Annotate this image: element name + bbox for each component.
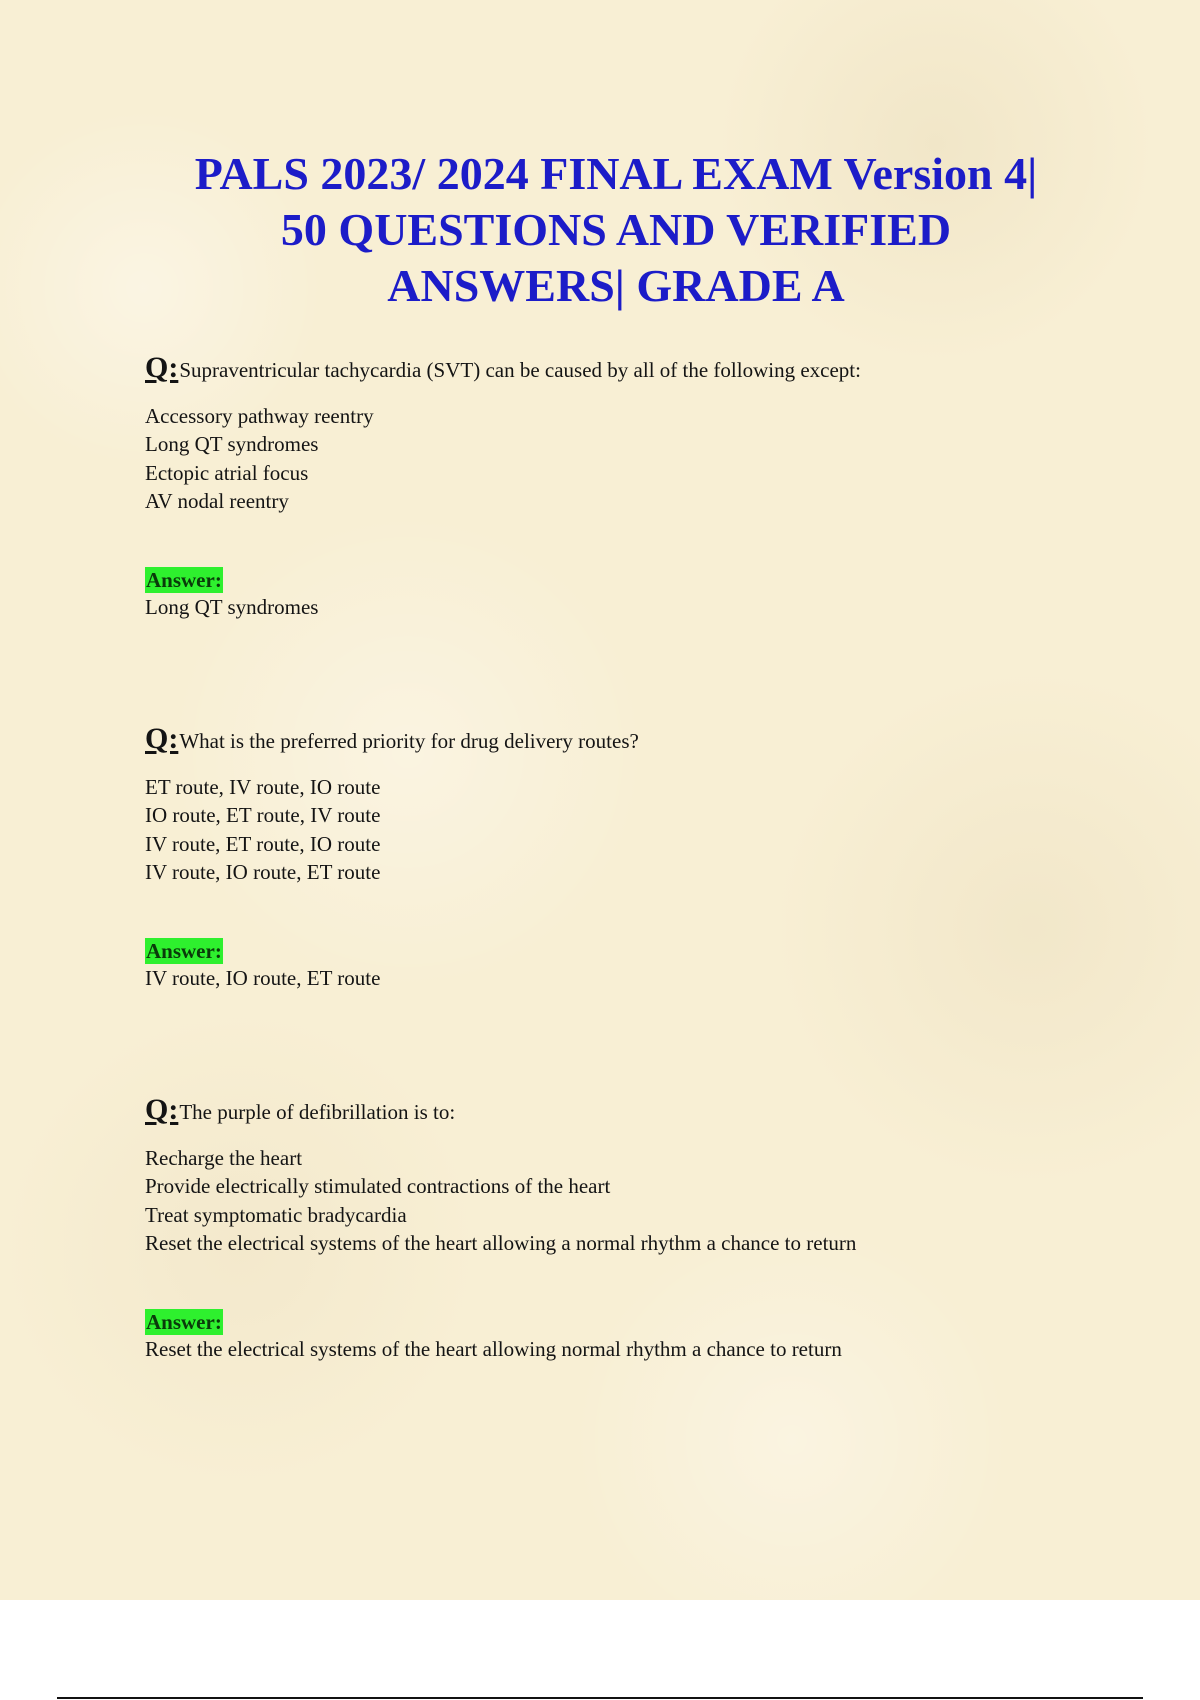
question-block-1 (145, 351, 1145, 621)
question-line (145, 1093, 1145, 1126)
options-list (145, 1144, 1145, 1257)
option-item: IV route, IO route, ET route (145, 859, 381, 884)
option-item: Long QT syndromes (145, 432, 319, 457)
question-label: Q: (145, 351, 179, 384)
option-item: Provide electrically stimulated contractions of the heart (145, 1174, 611, 1199)
options-list (145, 773, 1145, 886)
question-label: Q: (145, 1093, 179, 1126)
option-item: Ectopic atrial focus (145, 460, 309, 485)
option-item: Recharge the heart (145, 1146, 303, 1170)
question-text: Supraventricular tachycardia (SVT) can be caused by all of the following except: (179, 358, 861, 382)
answer-text: IV route, IO route, ET route (145, 966, 381, 991)
footer-divider (57, 1697, 1143, 1699)
answer-text: Long QT syndromes (145, 595, 319, 620)
question-block-3 (145, 1093, 1145, 1363)
question-text: The purple of defibrillation is to: (179, 1100, 456, 1124)
question-line (145, 722, 1145, 755)
question-block-2 (145, 722, 1145, 992)
option-item: IV route, ET route, IO route (145, 831, 381, 856)
title-line: PALS 2023/ 2024 FINAL EXAM Version 4| (194, 148, 1038, 199)
document-title (110, 146, 1122, 314)
answer-label: Answer: (146, 1310, 222, 1335)
answer-label: Answer: (146, 939, 222, 964)
question-text: What is the preferred priority for drug delivery routes? (179, 729, 639, 753)
option-item: IO route, ET route, IV route (145, 803, 381, 828)
title-line: 50 QUESTIONS AND VERIFIED (280, 204, 952, 255)
option-item: ET route, IV route, IO route (145, 775, 381, 799)
answer-text: Reset the electrical systems of the heart allowing normal rhythm a chance to return (145, 1337, 842, 1362)
question-label: Q: (145, 722, 179, 755)
option-item: Reset the electrical systems of the heart allowing a normal rhythm a chance to return (145, 1230, 857, 1255)
answer-label: Answer: (146, 568, 222, 593)
option-item: AV nodal reentry (145, 488, 289, 513)
option-item: Accessory pathway reentry (145, 404, 374, 428)
question-line (145, 351, 1145, 384)
options-list (145, 402, 1145, 515)
title-line: ANSWERS| GRADE A (387, 260, 845, 311)
option-item: Treat symptomatic bradycardia (145, 1202, 407, 1227)
